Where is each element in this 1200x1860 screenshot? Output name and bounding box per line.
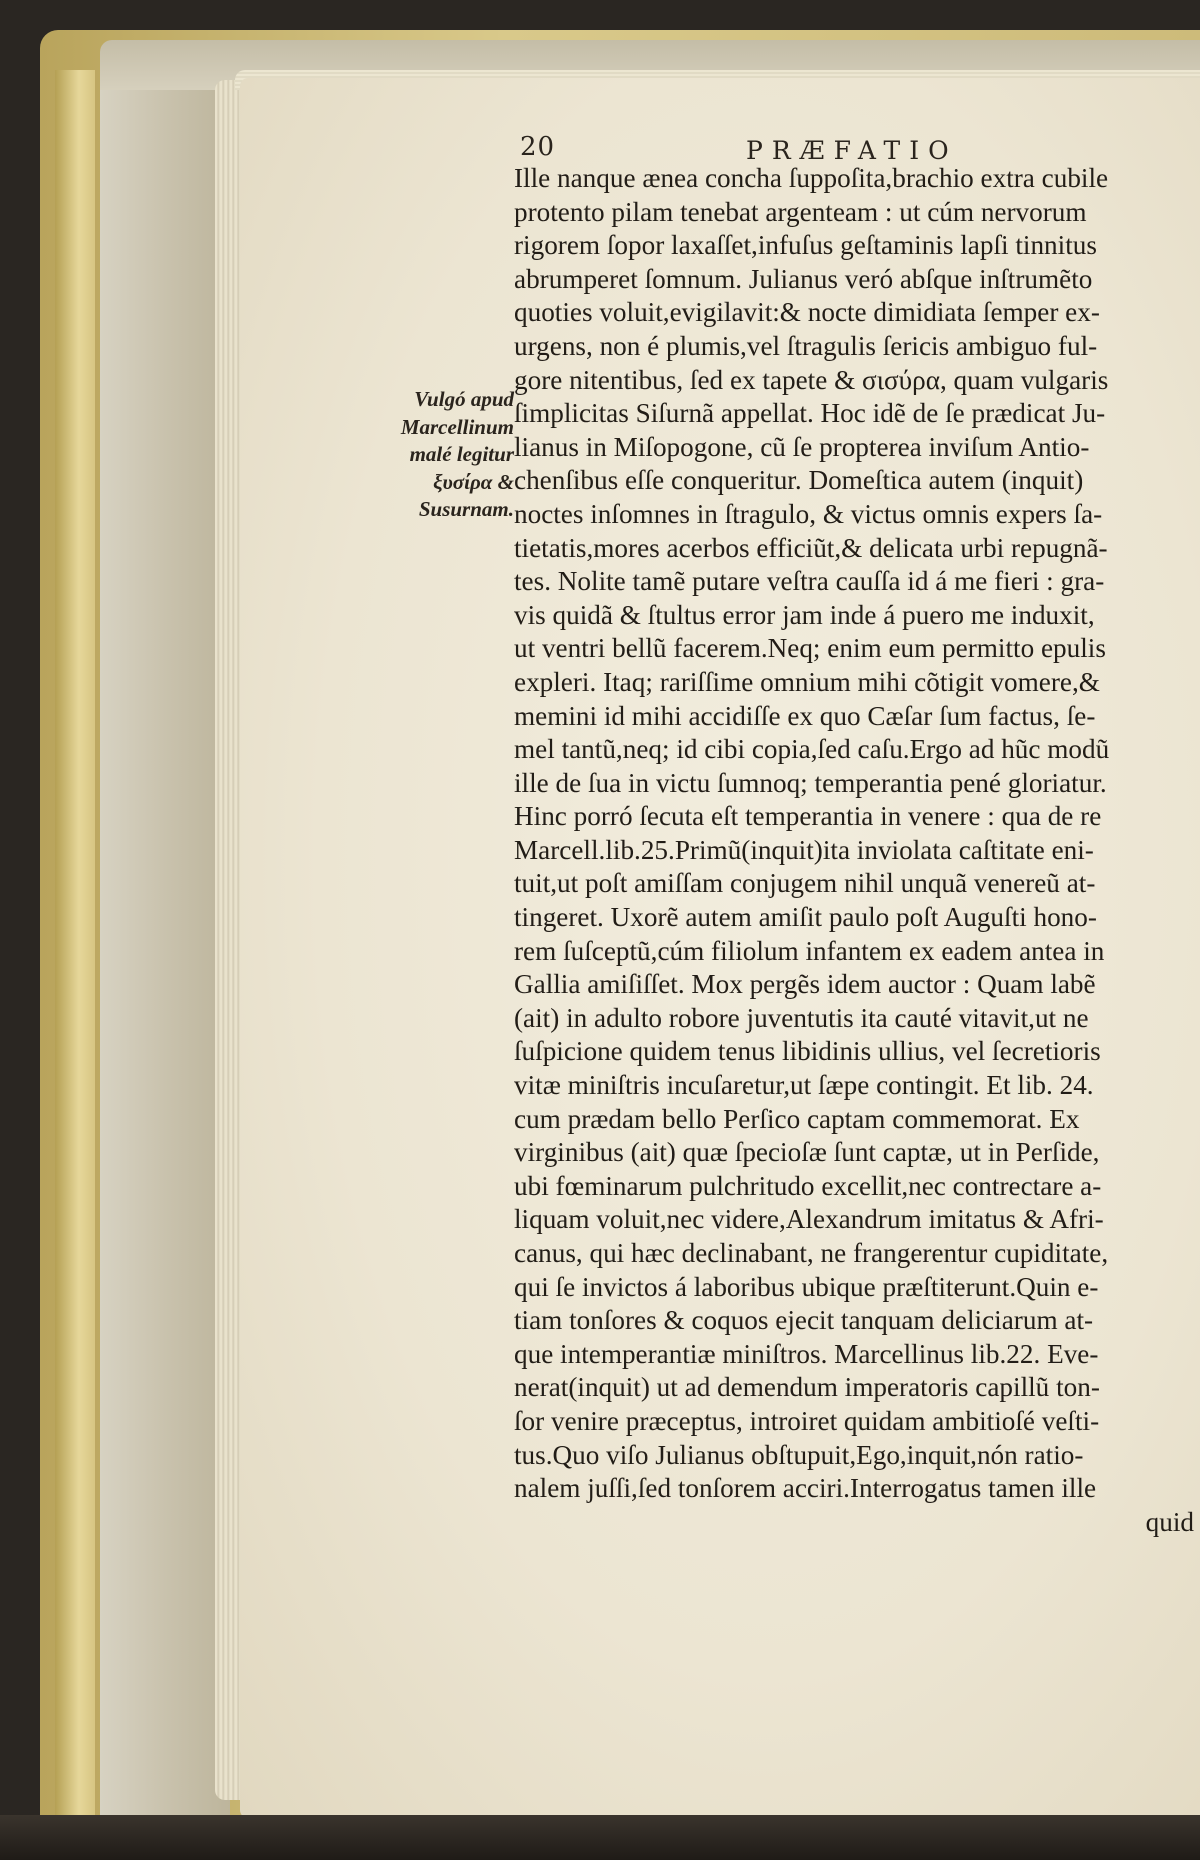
- text-line: tus.Quo viſo Julianus obſtupuit,Ego,inquit,nón ratio-: [514, 1439, 1084, 1470]
- text-line: ut ventri bellũ facerem.Neq; enim eum permitto epulis: [514, 633, 1106, 664]
- text-line: nerat(inquit) ut ad demendum imperatoris capillũ ton-: [514, 1372, 1100, 1403]
- text-line: cum prædam bello Perſico captam commemorat. Ex: [514, 1103, 1080, 1134]
- main-text-block: [514, 162, 1194, 1539]
- text-line: ille de ſua in victu ſumnoq; temperantia pené gloriatur.: [514, 767, 1107, 798]
- text-line: rem ſuſceptũ,cúm filiolum infantem ex eadem antea in: [514, 935, 1105, 966]
- marginal-note: [354, 386, 514, 524]
- text-line: ſuſpicione quidem tenus libidinis ullius, vel ſecretioris: [514, 1036, 1101, 1067]
- text-line: tiam tonſores & coquos ejecit tanquam deliciarum at-: [514, 1305, 1094, 1336]
- text-line: protento pilam tenebat argenteam : ut cúm nervorum: [514, 196, 1087, 227]
- text-line: gore nitentibus, ſed ex tapete & σισύρα, quam vulgaris: [514, 364, 1109, 395]
- text-line: ſor venire præceptus, introiret quidam ambitioſé veſti-: [514, 1405, 1100, 1436]
- text-line: chenſibus eſſe conqueritur. Domeſtica autem (inquit): [514, 465, 1084, 496]
- page-number: 20: [520, 132, 556, 162]
- text-line: expleri. Itaq; rariſſime omnium mihi cõtigit vomere,&: [514, 666, 1100, 697]
- text-line: lianus in Miſopogone, cũ ſe propterea inviſum Antio-: [514, 431, 1090, 462]
- text-line: noctes inſomnes in ſtragulo, & victus omnis expers ſa-: [514, 498, 1103, 529]
- text-line: rigorem ſopor laxaſſet,infuſus geſtaminis lapſi tinnitus: [514, 230, 1097, 261]
- running-head: PRÆFATIO: [746, 136, 958, 165]
- marginal-note-line: Vulgó apud: [414, 387, 514, 411]
- marginal-note-line: Susurnam.: [418, 497, 514, 521]
- text-line: tuit,ut poſt amiſſam conjugem nihil unquã venereũ at-: [514, 868, 1096, 899]
- text-line: canus, qui hæc declinabant, ne frangerentur cupiditate,: [514, 1238, 1109, 1268]
- cover-spine-edge: [55, 70, 95, 1840]
- text-line: Gallia amiſiſſet. Mox pergẽs idem auctor : Quam labẽ: [514, 969, 1096, 1000]
- marginal-note-line: ξυσίρα &: [433, 469, 514, 494]
- text-line: quoties voluit,evigilavit:& nocte dimidiata ſemper ex-: [514, 297, 1100, 328]
- text-line: tietatis,mores acerbos efficiũt,& delicata urbi repugnã-: [514, 532, 1108, 563]
- text-line: Marcell.lib.25.Primũ(inquit)ita inviolata caſtitate eni-: [514, 834, 1094, 865]
- text-line: tes. Nolite tamẽ putare veſtra cauſſa id á me fieri : gra-: [514, 566, 1105, 597]
- board-edge: [100, 60, 230, 1840]
- text-line: (ait) in adulto robore juventutis ita cauté vitavit,ut ne: [514, 1002, 1089, 1033]
- text-line: liquam voluit,nec videre,Alexandrum imitatus & Afri-: [514, 1204, 1104, 1235]
- text-line: vis quidã & ſtultus error jam inde á puero me induxit,: [514, 599, 1095, 630]
- text-line: urgens, non é plumis,vel ſtragulis ſericis ambiguo ful-: [514, 330, 1098, 361]
- text-line: ſimplicitas Siſurnã appellat. Hoc idẽ de ſe prædicat Ju-: [514, 398, 1106, 429]
- marginal-note-line: malé legitur: [409, 442, 514, 466]
- text-line: memini id mihi accidiſſe ex quo Cæſar ſum factus, ſe-: [514, 700, 1096, 731]
- background-shadow: [0, 1815, 1200, 1860]
- text-line: Hinc porró ſecuta eſt temperantia in venere : qua de re: [514, 801, 1102, 832]
- text-line: tingeret. Uxorẽ autem amiſit paulo poſt Auguſti hono-: [514, 902, 1097, 933]
- marginal-note-line: Marcellinum: [400, 414, 514, 439]
- catchword: quid: [1145, 1506, 1194, 1537]
- text-line: qui ſe invictos á laboribus ubique præſtiterunt.Quin e-: [514, 1271, 1099, 1302]
- text-line: abrumperet ſomnum. Julianus veró abſque inſtrumẽto: [514, 263, 1093, 294]
- text-line: ubi fœminarum pulchritudo excellit,nec contrectare a-: [514, 1170, 1102, 1201]
- text-line: virginibus (ait) quæ ſpecioſæ ſunt captæ, ut in Perſide,: [514, 1137, 1100, 1168]
- text-line: que intemperantiæ miniſtros. Marcellinus lib.22. Eve-: [514, 1338, 1099, 1369]
- text-line: vitæ miniſtris incuſaretur,ut ſæpe contingit. Et lib. 24.: [514, 1070, 1094, 1101]
- text-line: mel tantũ,neq; id cibi copia,ſed caſu.Ergo ad hũc modũ: [514, 734, 1110, 765]
- text-line: Ille nanque ænea concha ſuppoſita,brachio extra cubile: [514, 163, 1109, 193]
- text-line: nalem juſſi,ſed tonſorem acciri.Interrogatus tamen ille: [514, 1473, 1097, 1504]
